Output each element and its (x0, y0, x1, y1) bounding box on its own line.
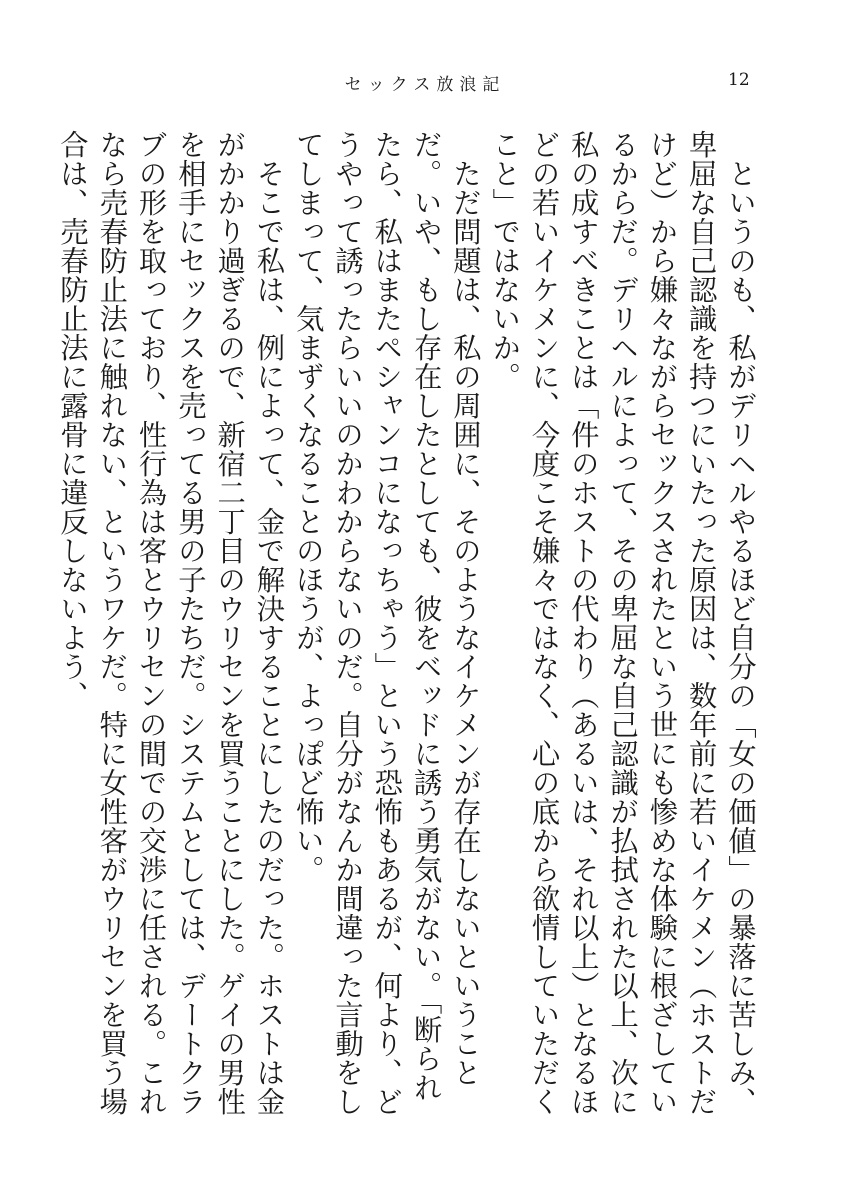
body-text (55, 130, 760, 1130)
page-number: 12 (728, 70, 750, 90)
paragraph-2: ただ問題は、私の周囲に、そのようなイケメンが存在しないということだ。いや、もし存在したとしても、彼をベッドに誘う勇気がない。「断られたら、私はまたペシャンコになっちゃう」という恐怖もあるが、何より、どうやって誘ったらいいのかわからないのだ。自分がなんか間違った言動をしてしまって、気まずくなることのほうが、よっぽど怖い。 (291, 130, 482, 1116)
paragraph-3: そこで私は、例によって、金で解決することにしたのだった。ホストは金がかかり過ぎるので、新宿二丁目のウリセンを買うことにした。ゲイの男性を相手にセックスを売ってる男の子たちだ。システムとしては、デートクラブの形を取っており、性行為は客とウリセンの間での交渉に任される。これなら売春防止法に触れない、というワケだ。特に女性客がウリセンを買う場合は、売春防止法に露骨に違反しないよう、 (55, 130, 286, 1116)
running-head-title: セックス放浪記 (344, 75, 506, 95)
paragraph-1: というのも、私がデリヘルやるほど自分の「女の価値」の暴落に苦しみ、卑屈な自己認識を持つにいたった原因は、数年前に若いイケメン（ホストだけど）から嫌々ながらセックスされたという世にも惨めな体験に根ざしているからだ。デリヘルによって、その卑屈な自己認識が払拭された以上、次に私の成すべきことは「件のホストの代わり（あるいは、それ以上）となるほどの若いイケメンに、今度こそ嫌々ではなく、心の底から欲情していただくこと」ではないか。 (488, 130, 757, 1116)
